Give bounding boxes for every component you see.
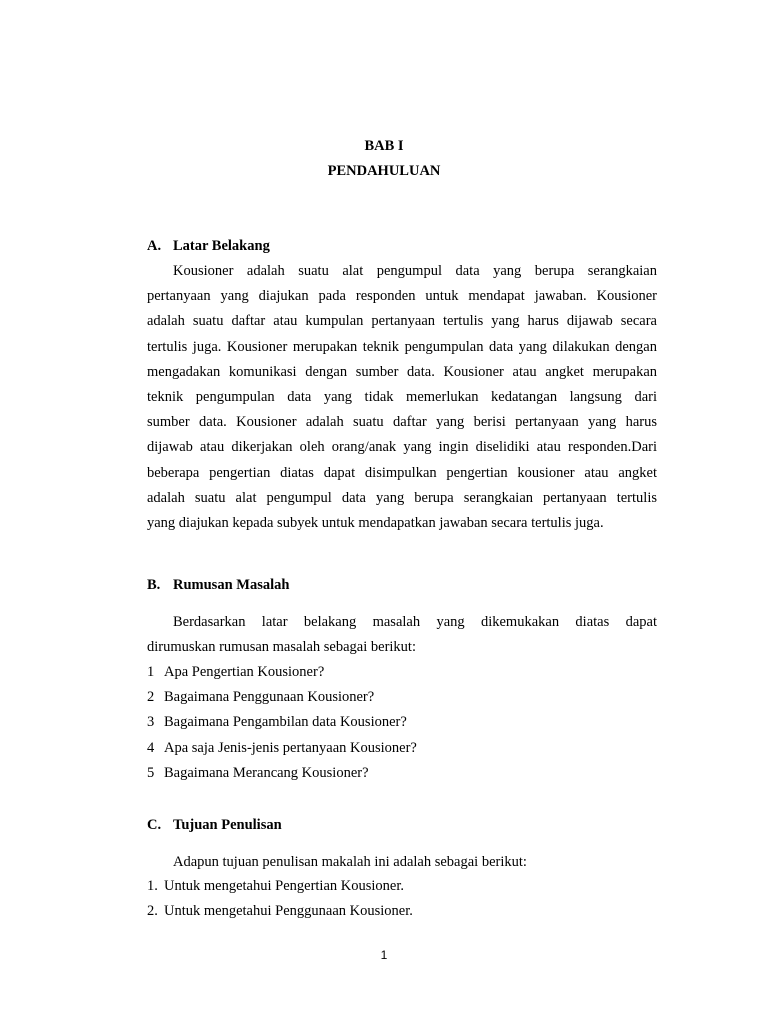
chapter-number: BAB I bbox=[364, 138, 404, 154]
section-a-letter: A. bbox=[147, 238, 162, 254]
section-b-title: Rumusan Masalah bbox=[173, 577, 290, 593]
list-text: Untuk mengetahui Penggunaan Kousioner. bbox=[164, 903, 413, 920]
list-text: Bagaimana Penggunaan Kousioner? bbox=[164, 689, 375, 706]
list-number: 2. bbox=[147, 903, 158, 920]
list-number: 5 bbox=[147, 764, 155, 781]
paragraph-line: dijawab atau dikerjakan oleh orang/anak yang ingin diselidiki atau responden.Dari bbox=[147, 439, 657, 456]
paragraph-line: beberapa pengertian diatas dapat disimpulkan pengertian kousioner atau angket bbox=[147, 464, 657, 481]
section-b-letter: B. bbox=[147, 577, 161, 593]
section-c-title: Tujuan Penulisan bbox=[173, 817, 282, 833]
paragraph-line: Kousioner adalah suatu alat pengumpul data yang berupa serangkaian bbox=[173, 263, 657, 279]
list-text: Untuk mengetahui Pengertian Kousioner. bbox=[164, 878, 405, 894]
section-a-title: Latar Belakang bbox=[173, 238, 270, 254]
paragraph-line: sumber data. Kousioner adalah suatu daftar yang berisi pertanyaan yang harus bbox=[147, 414, 657, 431]
paragraph-line: dirumuskan rumusan masalah sebagai berikut: bbox=[147, 639, 416, 656]
section-a-heading bbox=[147, 236, 270, 256]
list-number: 1. bbox=[147, 878, 158, 894]
page-number: 1 bbox=[380, 948, 388, 962]
list-text: Bagaimana Merancang Kousioner? bbox=[164, 764, 369, 781]
list-number: 4 bbox=[147, 739, 155, 756]
list-text: Apa saja Jenis-jenis pertanyaan Kousioner? bbox=[164, 739, 417, 756]
list-text: Bagaimana Pengambilan data Kousioner? bbox=[164, 714, 407, 731]
list-item bbox=[147, 710, 657, 735]
paragraph-line: teknik pengumpulan data yang tidak memerlukan kedatangan langsung dari bbox=[147, 388, 657, 405]
purpose-list bbox=[147, 874, 657, 924]
paragraph-line: adalah suatu daftar atau kumpulan pertanyaan tertulis yang harus dijawab secara bbox=[147, 313, 657, 330]
paragraph-line: adalah suatu alat pengumpul data yang berupa serangkaian pertanyaan tertulis bbox=[147, 489, 657, 506]
list-number: 3 bbox=[147, 714, 155, 731]
list-text: Apa Pengertian Kousioner? bbox=[164, 664, 325, 680]
section-b-heading bbox=[147, 575, 289, 595]
list-number: 2 bbox=[147, 689, 155, 706]
section-c-heading bbox=[147, 815, 282, 835]
paragraph-line: yang diajukan kepada subyek untuk mendapatkan jawaban secara tertulis juga. bbox=[147, 514, 604, 531]
list-item bbox=[147, 761, 657, 786]
chapter-title: PENDAHULUAN bbox=[327, 163, 441, 179]
problem-list bbox=[147, 660, 657, 786]
list-item bbox=[147, 685, 657, 710]
section-b-intro bbox=[147, 610, 657, 660]
list-item bbox=[147, 874, 657, 899]
list-number: 1 bbox=[147, 664, 155, 680]
paragraph-line: mengadakan komunikasi dengan sumber data. Kousioner atau angket merupakan bbox=[147, 363, 657, 380]
list-item bbox=[147, 736, 657, 761]
section-c-letter: C. bbox=[147, 817, 162, 833]
section-a-paragraph bbox=[147, 259, 657, 536]
list-item bbox=[147, 660, 657, 685]
section-c-intro bbox=[147, 850, 657, 875]
list-item bbox=[147, 899, 657, 924]
paragraph-line: Adapun tujuan penulisan makalah ini adalah sebagai berikut: bbox=[173, 854, 527, 870]
paragraph-line: tertulis juga. Kousioner merupakan teknik pengumpulan data yang dilakukan dengan bbox=[147, 338, 657, 355]
paragraph-line: Berdasarkan latar belakang masalah yang dikemukakan diatas dapat bbox=[173, 614, 657, 630]
paragraph-line: pertanyaan yang diajukan pada responden untuk mendapat jawaban. Kousioner bbox=[147, 288, 657, 305]
